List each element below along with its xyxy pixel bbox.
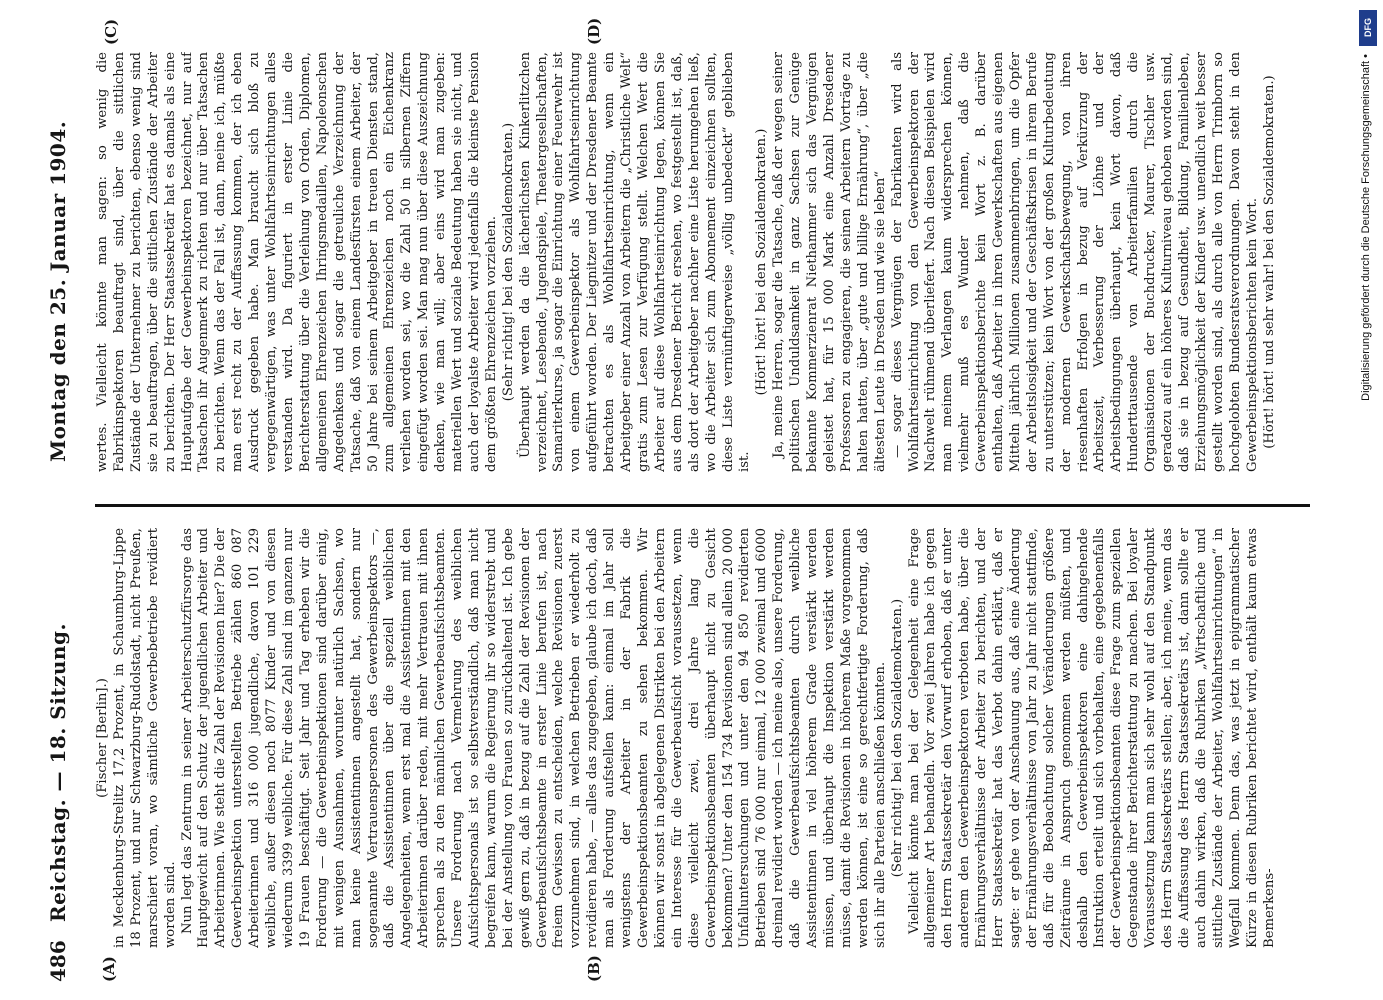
dfg-logo: DFG xyxy=(1359,10,1377,46)
margin-letter-c: (C) xyxy=(102,18,120,45)
paragraph: Nun legt das Zentrum in seiner Arbeiterschutzfürsorge das Hauptgewicht auf den Schutz der jugendlichen Arbeiter und Arbeiterinnen. Wie steht die Zahl der Revisionen hier? Die der Gewerbeinspektion unterstellten Betriebe zählen 860 087 Arbeiterinnen und 316 000 jugendliche, davon 101 229 weibliche, außer diesen noch 8077 Kinder und von diesen wiederum 3399 weibliche. Für diese Zahl sind im ganzen nur 19 Frauen beschäftigt. Seit Jahr und Tag erheben wir die Forderung — die Gewerbeinspektionen sind darüber einig, mit wenigen Ausnahmen, worunter natürlich Sachsen, wo man keine Assistentinnen angestellt hat, sondern nur sogenannte Vertrauenspersonen des Gewerbeinspektors —, daß die Assistentinnen über die speziell weiblichen Angelegenheiten, wenn erst mal die Assistentinnen mit den Arbeiterinnen darüber reden, mit mehr Vertrauen mit ihnen sprechen als zu den männlichen Gewerbeaufsichtsbeamten. Unsere Forderung nach Vermehrung des weiblichen Aufsichtspersonals ist so selbstverständlich, daß man nicht begreifen kann, warum die Regierung ihr so widerstrebt und bei der Anstellung von Frauen so zurückhaltend ist. Ich gebe gewiß gern zu, daß in bezug auf die Zahl der Revisionen der Gewerbeaufsichtsbeamte in erster Linie berufen ist, nach freiem Gewissen zu entscheiden, welche Revisionen zuerst vorzunehmen sind, in welchen Betrieben er wiederholt zu revidieren habe, — alles das zugegeben, glaube ich doch, daß man als Forderung aufstellen kann: einmal im Jahr soll wenigstens der Arbeiter in der Fabrik die Gewerbeinspektionsbeamten zu sehen bekommen. Wir können wir sonst in abgelegenen Distrikten bei den Arbeitern ein Interesse für die Gewerbeaufsicht voraussetzen, wenn diese vielleicht zwei, drei Jahre lang die Gewerbeinspektionsbeamten überhaupt nicht zu Gesicht bekommen? Unter den 154 734 Revisionen sind allein 20 000 Unfalluntersuchungen und unter den 94 850 revidierten Betrieben sind 76 000 nur einmal, 12 000 zweimal und 6000 dreimal revidiert worden — ich meine also, unsere Forderung, daß die Gewerbeaufsichtsbeamten durch weibliche Assistentinnen in viel höherem Grade verstärkt werden müssen, und überhaupt die Inspektion verstärkt werden müsse, damit die Revisionen in höherem Maße vorgenommen werden können, ist eine so gerechtfertigte Forderung, daß sich ihr alle Parteien anschließen könnten. xyxy=(179,528,888,948)
interjection: (Sehr richtig! bei den Sozialdemokraten.) xyxy=(500,122,516,402)
speaker-line: (Fischer [Berlin].) xyxy=(95,678,110,798)
running-title: Reichstag. — 18. Sitzung. xyxy=(46,623,70,922)
margin-letter-a: (A) xyxy=(100,956,118,982)
paragraph: Ja, meine Herren, sogar die Tatsache, daß der wegen seiner politischen Unduldsamkeit in ganz Sachsen zur Genüge bekannte Kommerzienrat Niethammer sich das Vergnügen geleistet hat, für 15 000 Mark eine Anzahl Dresdener Professoren zu engagieren, die seinen Arbeitern Vorträge zu halten hatten, über „gute und billige Ernährung“, über „die ältesten Leute in Dresden und wie sie leben“ xyxy=(771,52,888,472)
left-text-column xyxy=(95,528,1310,948)
interjection: (Hört! hört! bei den Sozialdemokraten.) xyxy=(754,128,770,396)
interjection: (Sehr richtig! bei den Sozialdemokraten.) xyxy=(889,598,905,878)
paragraph: Überhaupt werden da die lächerlichsten Kinkerlitzchen verzeichnet, Lesebende, Jugendspiele, Theatergesellschaften, Samariterkurse, ja sogar die Einrichtung einer Feuerwehr ist von einem Gewerbeinspektor als Wohlfahrtseinrichtung aufgeführt worden. Der Liegnitzer und der Dresdener Beamte betrachten es als Wohlfahrtseinrichtung, wenn ein Arbeitgeber einer Anzahl von Arbeitern die „Christliche Welt“ gratis zum Lesen zur Verfügung stellt. Welchen Wert die Arbeiter auf diese Wohlfahrtseinrichtung legen, können Sie aus dem Dresdener Bericht ersehen, wo festgestellt ist, daß, als dort der Arbeitgeber nachher eine Liste herumgehen ließ, wo die Arbeiter sich zum Abonnement einzeichnen sollten, diese Liste vernünftigerweise „völlig unbedeckt“ geblieben ist. xyxy=(517,52,753,472)
paragraph: wertes. Vielleicht könnte man sagen: so wenig die Fabrikinspektoren beauftragt sind, über die sittlichen Zustände der Unternehmer zu berichten, ebenso wenig sind sie zu beauftragen, über die sittlichen Zustände der Arbeiter zu berichten. Der Herr Staatssekretär hat es damals als eine Hauptaufgabe der Gewerbeinspektoren bezeichnet, nur auf Tatsachen ihr Augenmerk zu richten und nur über Tatsachen zu berichten. Wenn das der Fall ist, dann, meine ich, müßte man erst recht zu der Auffassung kommen, der ich eben Ausdruck gegeben habe. Man braucht sich bloß zu vergegenwärtigen, was unter Wohlfahrtseinrichtungen alles verstanden wird. Da figuriert in erster Linie die Berichterstattung über die Verleihung von Orden, Diplomen, allgemeinen Ehrenzeichen Ihringsmedaillen, Napoleonschen Angedenkens und sogar die getreuliche Verzeichnung der Tatsache, daß von einem Landesfürsten einem Arbeiter, der 50 Jahre bei seinem Arbeitgeber in treuen Diensten stand, zum allgemeinen Ehrenzeichen noch ein Eichenkranz verliehen worden sei, wo die Zahl 50 in silbernen Ziffern eingefügt worden sei. Man mag nun über diese Auszeichnung denken, wie man will; aber eins wird man zugeben: materiellen Wert und soziale Bedeutung haben sie nicht, und auch der loyalste Arbeiter wird jedenfalls die kleinste Pension dem größten Ehrenzeichen vorziehen. xyxy=(95,52,499,472)
margin-letter-b: (B) xyxy=(585,955,603,982)
credit-text: Digitalisierung gefördert durch die Deutsche Forschungsgemeinschaft • xyxy=(1360,54,1372,401)
interjection: (Hört! hört! und sehr wahr! bei den Sozialdemokraten.) xyxy=(1261,75,1277,449)
margin-letter-d: (D) xyxy=(585,17,603,45)
page-number: 486 xyxy=(46,940,70,982)
paragraph: Vielleicht könnte man bei der Gelegenheit eine Frage allgemeiner Art behandeln. Vor zwei Jahren habe ich gegen den Herrn Staatssekretär den Vorwurf erhoben, daß er unter anderem den Gewerbeinspektoren verboten habe, über die Ernährungsverhältnisse der Arbeiter zu berichten, und der Herr Staatssekretär hat das Verbot dahin erklärt, daß er sagte: er gehe von der Anschauung aus, daß eine Änderung der Ernährungsverhältnisse von Jahr zu Jahr nicht stattfinde, daß für die Beobachtung solcher Veränderungen größere Zeiträume in Anspruch genommen werden müßten, und deshalb den Gewerbeinspektoren eine dahingehende Instruktion erteilt und sich vorbehalten, eine gegebenenfalls der Gewerbeinspektionsbeamten diese Frage zum speziellen Gegenstande ihrer Berichterstattung zu machen. Bei loyaler Voraussetzung kann man sich sehr wohl auf den Standpunkt des Herrn Staatssekretärs stellen; aber, ich meine, wenn das die Auffassung des Herrn Staatssekretärs ist, dann sollte er auch dahin wirken, daß die Rubriken „Wirtschaftliche und sittliche Zustände der Arbeiter, Wohlfahrtseinrichtungen“ in Wegfall kommen. Denn das, was jetzt in epigrammatischer Kürze in diesen Rubriken berichtet wird, enthält kaum etwas Bemerkens- xyxy=(906,528,1277,948)
column-divider xyxy=(95,504,1310,507)
paragraph: in Mecklenburg-Strelitz 17,2 Prozent, in Schaumburg-Lippe 18 Prozent, und nur Schwarzburg-Rudolstadt, nicht Preußen, marschiert voran, wo sämtliche Gewerbebetriebe revidiert worden sind. xyxy=(111,528,178,948)
session-date: Montag den 25. Januar 1904. xyxy=(46,120,70,462)
page-header xyxy=(40,22,80,982)
paragraph: — sogar dieses Vergnügen der Fabrikanten wird als Wohlfahrtseinrichtung von den Gewerbeinspektoren der Nachwelt rühmend überliefert. Nach diesen Beispielen wird man meinem Verlangen kaum widersprechen können, vielmehr muß es Wunder nehmen, daß die Gewerbeinspektionsberichte kein Wort z. B. darüber enthalten, daß Arbeiter in ihren Gewerkschaften aus eigenen Mitteln jährlich Millionen zusammenbringen, um die Opfer der Arbeitslosigkeit und der Geschäftskrisen in ihrem Berufe zu unterstützen; kein Wort von der großen Kulturbedeutung der modernen Gewerkschaftsbewegung, von ihren riesenhaften Erfolgen in bezug auf Verkürzung der Arbeitszeit, Verbesserung der Löhne und der Arbeitsbedingungen überhaupt, kein Wort davon, daß Hunderttausende von Arbeiterfamilien durch die Organisationen der Buchdrucker, Maurer, Tischler usw. geradezu auf ein höheres Kulturniveau gehoben worden sind, daß sie in bezug auf Gesundheit, Bildung, Familienleben, Erziehungsmöglichkeit der Kinder usw. unendlich weit besser gestellt worden sind, als durch alle von Herrn Trimborn so hochgelobten Bundesratsverordnungen. Davon steht in den Gewerbeinspektionsberichten kein Wort. xyxy=(889,52,1260,472)
right-text-column xyxy=(95,52,1310,472)
digitization-credit xyxy=(1358,10,1380,1000)
